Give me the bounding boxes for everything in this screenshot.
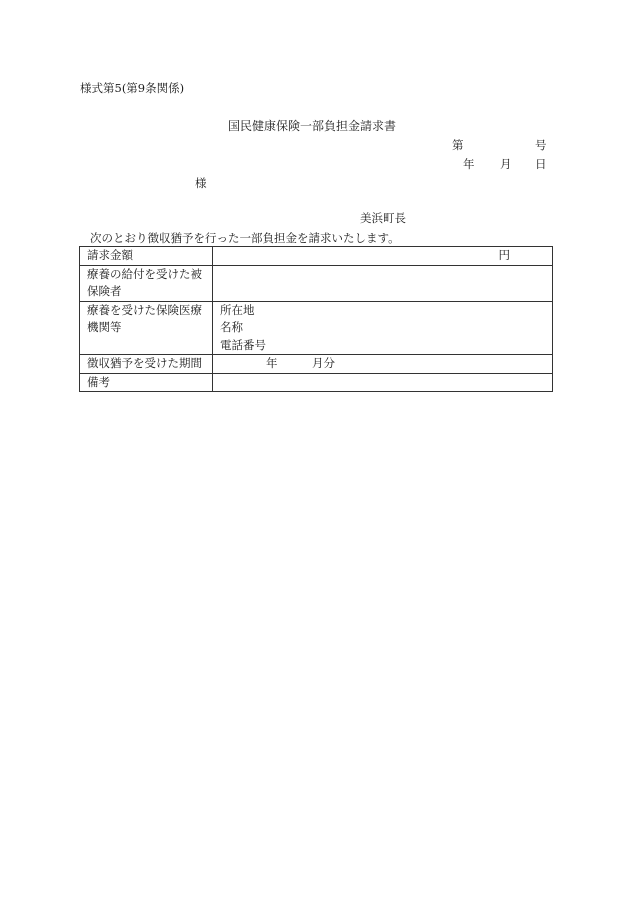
- label-insured-line1: 療養の給付を受けた被: [87, 266, 202, 281]
- label-claim-amount: 請求金額: [80, 247, 213, 266]
- label-insured-person: [80, 265, 213, 301]
- claim-amount-field: [213, 247, 553, 266]
- label-deferral-period: 徴収猶予を受けた期間: [80, 355, 213, 374]
- label-insured-line2: 保険者: [87, 284, 122, 298]
- period-month-label: 月分: [312, 356, 335, 370]
- table-row-remarks: [80, 373, 553, 392]
- claim-table: [79, 246, 553, 392]
- remarks-field: [213, 373, 553, 392]
- medical-facility-field: [213, 301, 553, 355]
- table-row-insured: [80, 265, 553, 301]
- deferral-period-field: [213, 355, 553, 374]
- intro-text: 次のとおり徴収猶予を行った一部負担金を請求いたします。: [90, 231, 400, 245]
- document-title: 国民健康保険一部負担金請求書: [228, 119, 397, 133]
- date-year-label: 年: [463, 157, 475, 171]
- insured-person-field: [213, 265, 553, 301]
- table-row-period: [80, 355, 553, 374]
- yen-unit: 円: [498, 248, 510, 262]
- period-year-label: 年: [266, 356, 278, 370]
- document-number-prefix: 第: [452, 138, 464, 152]
- label-medical-facility: [80, 301, 213, 355]
- document-number-suffix: 号: [535, 138, 547, 152]
- issuer-name: 美浜町長: [360, 211, 406, 225]
- label-facility-line2: 機関等: [87, 320, 122, 334]
- date-day-label: 日: [535, 157, 547, 171]
- form-number: 様式第5(第9条関係): [80, 81, 185, 95]
- facility-phone-label: 電話番号: [220, 337, 266, 352]
- facility-name-label: 名称: [220, 320, 243, 334]
- label-facility-line1: 療養を受けた保険医療: [87, 302, 202, 317]
- facility-address-label: 所在地: [220, 302, 255, 317]
- table-row-facility: [80, 301, 553, 355]
- label-remarks: 備考: [80, 373, 213, 392]
- addressee-honorific: 様: [195, 176, 207, 190]
- table-row-amount: [80, 247, 553, 266]
- date-month-label: 月: [500, 157, 512, 171]
